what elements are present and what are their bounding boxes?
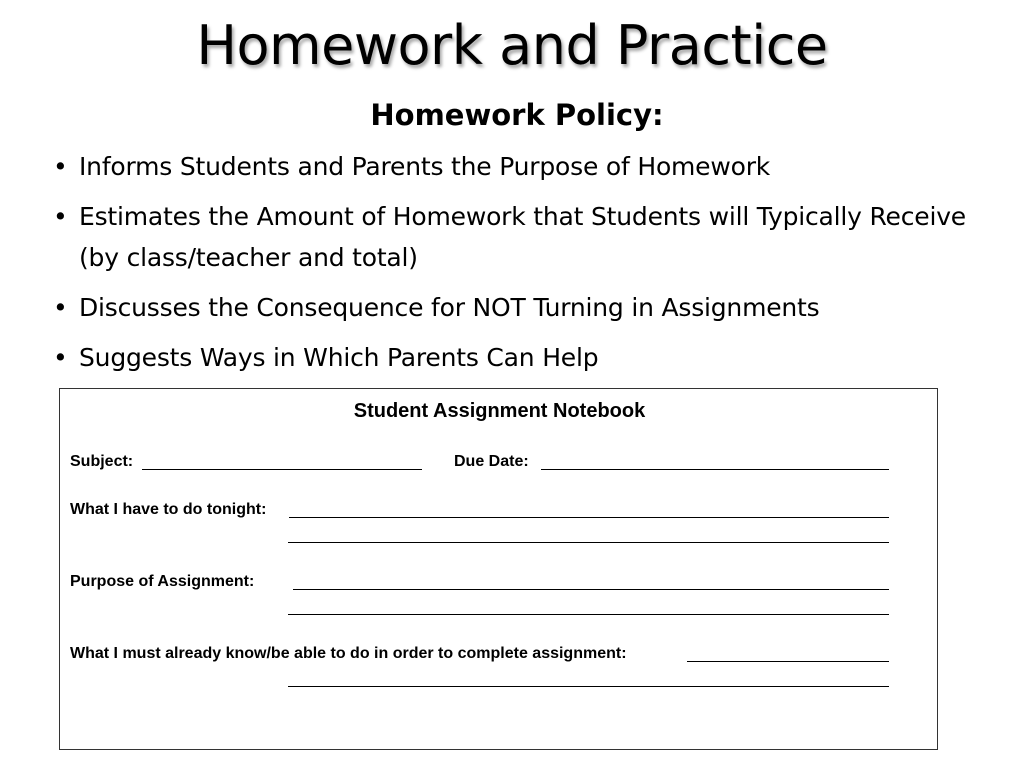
bullet-text: Estimates the Amount of Homework that Students will Typically Receive (by class/teacher and total): [79, 202, 966, 272]
purpose-blank-2[interactable]: [288, 614, 889, 615]
prereq-blank[interactable]: [687, 661, 889, 662]
bullet-text: Informs Students and Parents the Purpose of Homework: [79, 152, 771, 181]
slide-subtitle: Homework Policy:: [370, 98, 664, 132]
notebook-title: Student Assignment Notebook: [353, 400, 646, 422]
bullet-dot-icon: •: [53, 343, 68, 372]
bullet-item: [50, 337, 990, 378]
subject-blank[interactable]: [142, 469, 422, 470]
bullet-text: Suggests Ways in Which Parents Can Help: [79, 343, 599, 372]
due-date-blank[interactable]: [541, 469, 889, 470]
bullet-item: [50, 146, 990, 187]
bullet-item: [50, 287, 990, 328]
prereq-label: What I must already know/be able to do in order to complete assignment:: [70, 645, 627, 662]
bullet-dot-icon: •: [53, 202, 68, 231]
bullet-item: [50, 196, 990, 278]
purpose-blank[interactable]: [293, 589, 889, 590]
slide-title: Homework and Practice: [196, 14, 828, 77]
tonight-label: What I have to do tonight:: [70, 501, 267, 518]
subject-label: Subject:: [70, 453, 134, 470]
tonight-blank[interactable]: [289, 517, 889, 518]
assignment-notebook-form: [59, 388, 938, 750]
bullet-text: Discusses the Consequence for NOT Turning in Assignments: [79, 293, 820, 322]
prereq-blank-2[interactable]: [288, 686, 889, 687]
bullet-dot-icon: •: [53, 293, 68, 322]
tonight-blank-2[interactable]: [288, 542, 889, 543]
bullet-list: [50, 146, 990, 387]
due-date-label: Due Date:: [454, 453, 529, 470]
bullet-dot-icon: •: [53, 152, 68, 181]
purpose-label: Purpose of Assignment:: [70, 573, 255, 590]
